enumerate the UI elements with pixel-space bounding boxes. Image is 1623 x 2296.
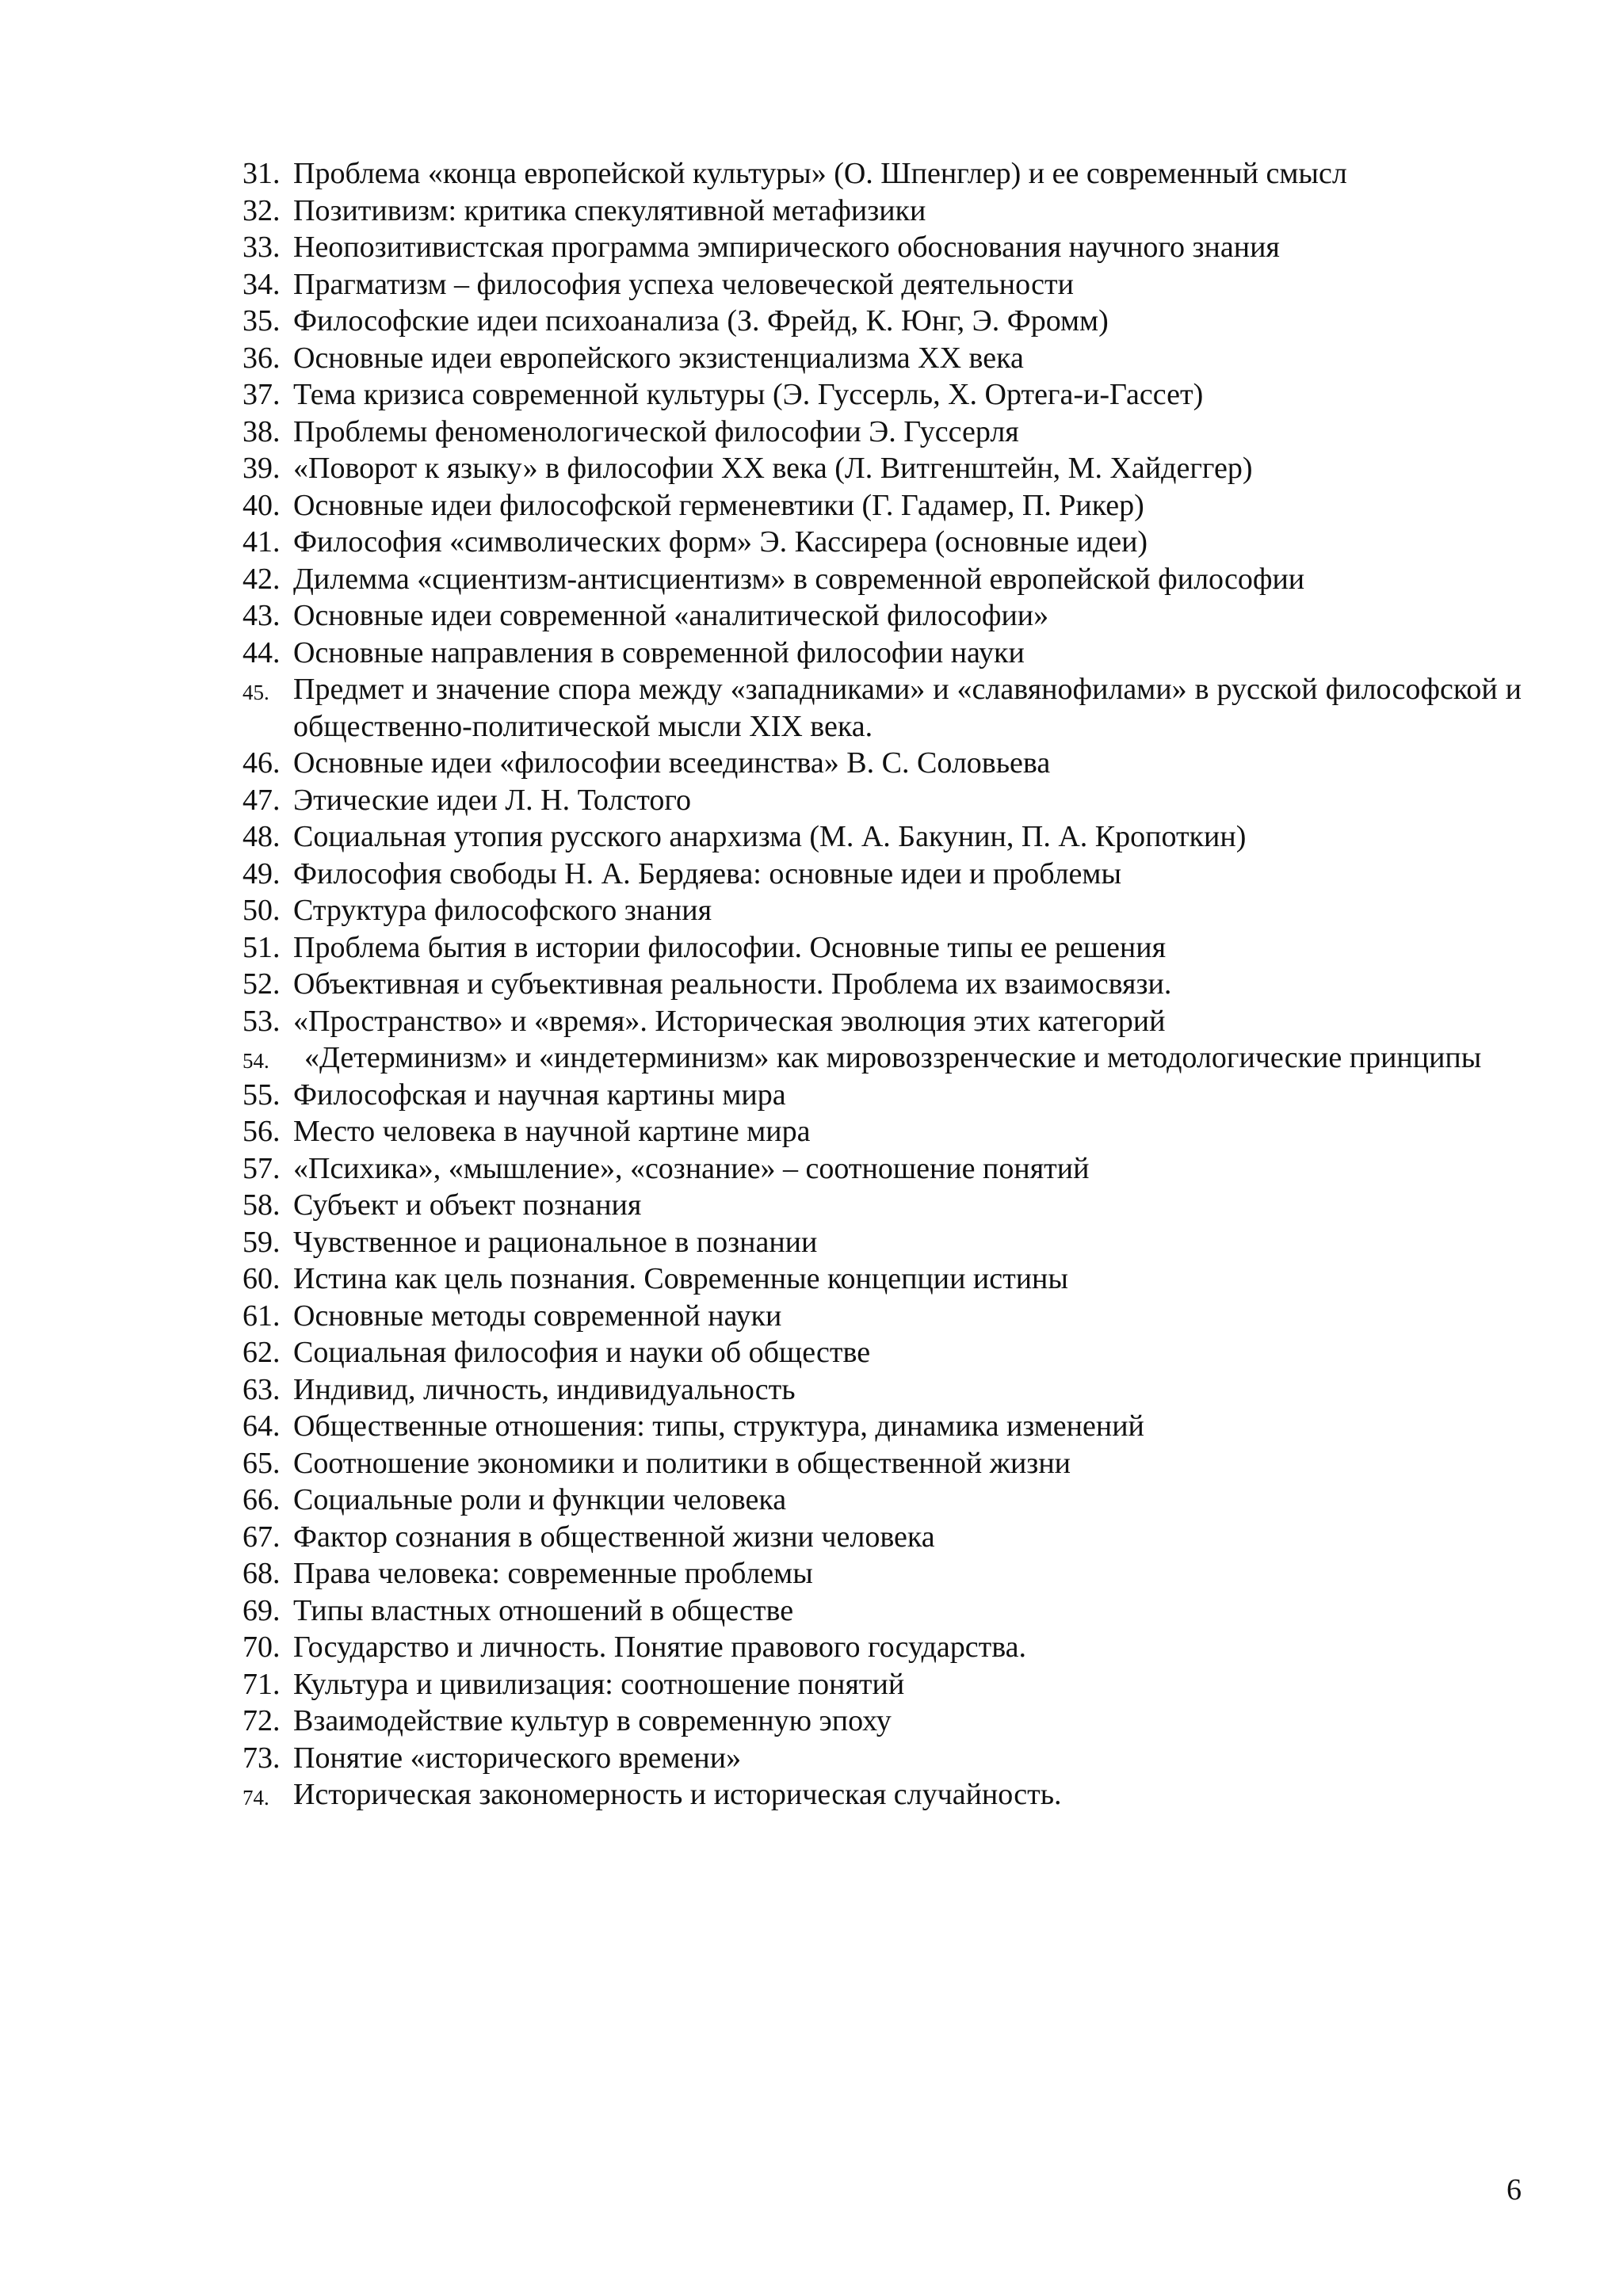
item-number: 33. (242, 231, 281, 264)
list-item (242, 1592, 1522, 1630)
item-text: Основные направления в современной философии науки (293, 635, 1025, 669)
page-number: 6 (1507, 2173, 1522, 2206)
question-list (242, 155, 1522, 1814)
list-item (242, 1555, 1522, 1592)
item-number: 59. (242, 1225, 281, 1259)
list-item (242, 414, 1522, 451)
list-item (242, 745, 1522, 782)
item-number: 31. (242, 157, 281, 190)
item-text: Место человека в научной картине мира (293, 1115, 811, 1148)
item-number: 66. (242, 1483, 281, 1516)
list-item (242, 1261, 1522, 1298)
item-text: Философия свободы Н. А. Бердяева: основные идеи и проблемы (293, 856, 1121, 891)
item-text: Историческая закономерность и историческая случайность. (293, 1778, 1062, 1811)
item-text: Социальные роли и функции человека (293, 1483, 787, 1516)
list-item (242, 856, 1522, 893)
list-item (242, 966, 1522, 1003)
list-item (242, 1077, 1522, 1114)
list-item (242, 818, 1522, 856)
list-item (242, 340, 1522, 377)
item-text: Основные идеи европейского экзистенциализма XX века (293, 341, 1024, 375)
item-number: 56. (242, 1115, 281, 1148)
list-item (242, 671, 1522, 745)
item-text: Предмет и значение спора между «западниками» и «славянофилами» в русской философской и общественно-политической мысли XIX века. (293, 673, 1522, 743)
item-number: 32. (242, 193, 281, 227)
item-text: Тема кризиса современной культуры (Э. Гуссерль, Х. Ортега-и-Гассет) (293, 378, 1204, 411)
list-item (242, 1703, 1522, 1740)
item-text: Проблемы феноменологической философии Э. Гуссерля (293, 414, 1019, 448)
item-text: Объективная и субъективная реальности. Проблема их взаимосвязи. (293, 967, 1172, 1001)
item-text: «Психика», «мышление», «сознание» – соотношение понятий (293, 1151, 1090, 1185)
item-text: Типы властных отношений в обществе (293, 1593, 794, 1627)
item-text: Основные методы современной науки (293, 1299, 782, 1333)
item-text: Культура и цивилизация: соотношение понятий (293, 1667, 905, 1701)
list-item (242, 1298, 1522, 1335)
list-item (242, 376, 1522, 414)
item-text: «Поворот к языку» в философии XX века (Л. Витгенштейн, М. Хайдеггер) (293, 452, 1253, 485)
item-number: 62. (242, 1336, 281, 1369)
item-text: Истина как цель познания. Современные концепции истины (293, 1262, 1068, 1295)
item-number: 64. (242, 1409, 281, 1443)
list-item (242, 1113, 1522, 1150)
item-text: Прагматизм – философия успеха человеческой деятельности (293, 267, 1074, 301)
item-text: Основные идеи философской герменевтики (Г. Гадамер, П. Рикер) (293, 488, 1144, 522)
list-item (242, 1776, 1522, 1814)
item-text: Чувственное и рациональное в познании (293, 1225, 818, 1259)
item-number: 61. (242, 1299, 281, 1333)
list-item (242, 1740, 1522, 1777)
list-item (242, 635, 1522, 672)
item-number: 65. (242, 1446, 281, 1480)
item-number: 45. (242, 681, 269, 704)
list-item (242, 1003, 1522, 1040)
list-item (242, 892, 1522, 929)
list-item (242, 155, 1522, 193)
item-number: 53. (242, 1004, 281, 1038)
item-text: Соотношение экономики и политики в общественной жизни (293, 1446, 1071, 1480)
list-item (242, 1224, 1522, 1261)
item-number: 39. (242, 452, 281, 485)
item-number: 47. (242, 783, 281, 817)
list-item (242, 1519, 1522, 1556)
item-text: Философская и научная картины мира (293, 1077, 786, 1112)
item-text: Позитивизм: критика спекулятивной метафизики (293, 193, 926, 227)
item-text: Проблема бытия в истории философии. Основные типы ее решения (293, 930, 1167, 964)
item-number: 38. (242, 414, 281, 448)
list-item (242, 450, 1522, 487)
item-text: Дилемма «сциентизм-антисциентизм» в современной европейской философии (293, 562, 1305, 596)
item-text: Права человека: современные проблемы (293, 1557, 813, 1590)
list-item (242, 487, 1522, 524)
item-text: Структура философского знания (293, 894, 712, 927)
list-item (242, 1150, 1522, 1188)
list-item (242, 1666, 1522, 1703)
list-item (242, 1408, 1522, 1445)
item-number: 69. (242, 1593, 281, 1627)
item-number: 40. (242, 488, 281, 522)
item-number: 72. (242, 1704, 281, 1737)
item-text: Понятие «исторического времени» (293, 1741, 742, 1775)
list-item (242, 266, 1522, 303)
item-number: 55. (242, 1077, 281, 1112)
item-text: Философия «символических форм» Э. Кассирера (основные идеи) (293, 525, 1148, 559)
item-number: 48. (242, 820, 281, 853)
list-item (242, 1371, 1522, 1409)
item-text: Социальная утопия русского анархизма (М. А. Бакунин, П. А. Кропоткин) (293, 820, 1247, 853)
item-text: Индивид, личность, индивидуальность (293, 1372, 796, 1406)
item-text: Государство и личность. Понятие правового государства. (293, 1630, 1027, 1664)
list-item (242, 303, 1522, 340)
list-item (242, 782, 1522, 819)
item-text: Этические идеи Л. Н. Толстого (293, 783, 691, 817)
list-item (242, 1039, 1522, 1077)
item-text: Проблема «конца европейской культуры» (О. Шпенглер) и ее современный смысл (293, 157, 1347, 190)
item-number: 74. (242, 1786, 269, 1810)
item-text: Философские идеи психоанализа (З. Фрейд, К. Юнг, Э. Фромм) (293, 304, 1109, 338)
item-number: 70. (242, 1630, 281, 1664)
item-number: 34. (242, 267, 281, 301)
list-item (242, 929, 1522, 967)
item-number: 43. (242, 599, 281, 632)
item-number: 46. (242, 746, 281, 780)
item-number: 50. (242, 894, 281, 927)
item-number: 42. (242, 562, 281, 596)
item-number: 67. (242, 1520, 281, 1554)
item-text: Субъект и объект познания (293, 1188, 642, 1222)
item-text: Неопозитивистская программа эмпирического обоснования научного знания (293, 231, 1280, 264)
item-number: 41. (242, 525, 281, 559)
item-number: 44. (242, 635, 281, 669)
list-item (242, 1482, 1522, 1519)
list-item (242, 561, 1522, 598)
item-number: 57. (242, 1151, 281, 1185)
item-number: 36. (242, 341, 281, 375)
item-text: Социальная философия и науки об обществе (293, 1336, 871, 1369)
list-item (242, 1187, 1522, 1224)
list-item (242, 193, 1522, 230)
list-item (242, 524, 1522, 561)
item-text: Взаимодействие культур в современную эпоху (293, 1704, 892, 1737)
item-text: Фактор сознания в общественной жизни человека (293, 1520, 935, 1554)
item-number: 35. (242, 304, 281, 338)
list-item (242, 229, 1522, 266)
item-number: 60. (242, 1262, 281, 1295)
item-text: Основные идеи «философии всеединства» В. С. Соловьева (293, 746, 1051, 780)
list-item (242, 1445, 1522, 1482)
item-number: 71. (242, 1667, 281, 1701)
item-number: 58. (242, 1188, 281, 1222)
item-number: 51. (242, 930, 281, 964)
item-number: 73. (242, 1741, 281, 1775)
item-number: 68. (242, 1557, 281, 1590)
item-text: Общественные отношения: типы, структура, динамика изменений (293, 1409, 1144, 1443)
list-item (242, 1334, 1522, 1371)
item-number: 63. (242, 1372, 281, 1406)
list-item (242, 597, 1522, 635)
item-text: «Пространство» и «время». Историческая эволюция этих категорий (293, 1004, 1166, 1038)
list-item (242, 1629, 1522, 1666)
item-text: «Детерминизм» и «индетерминизм» как мировоззренческие и методологические принципы (304, 1041, 1482, 1074)
item-text: Основные идеи современной «аналитической философии» (293, 599, 1049, 632)
item-number: 37. (242, 378, 281, 411)
item-number: 52. (242, 967, 281, 1001)
item-number: 54. (242, 1049, 269, 1073)
item-number: 49. (242, 856, 281, 891)
